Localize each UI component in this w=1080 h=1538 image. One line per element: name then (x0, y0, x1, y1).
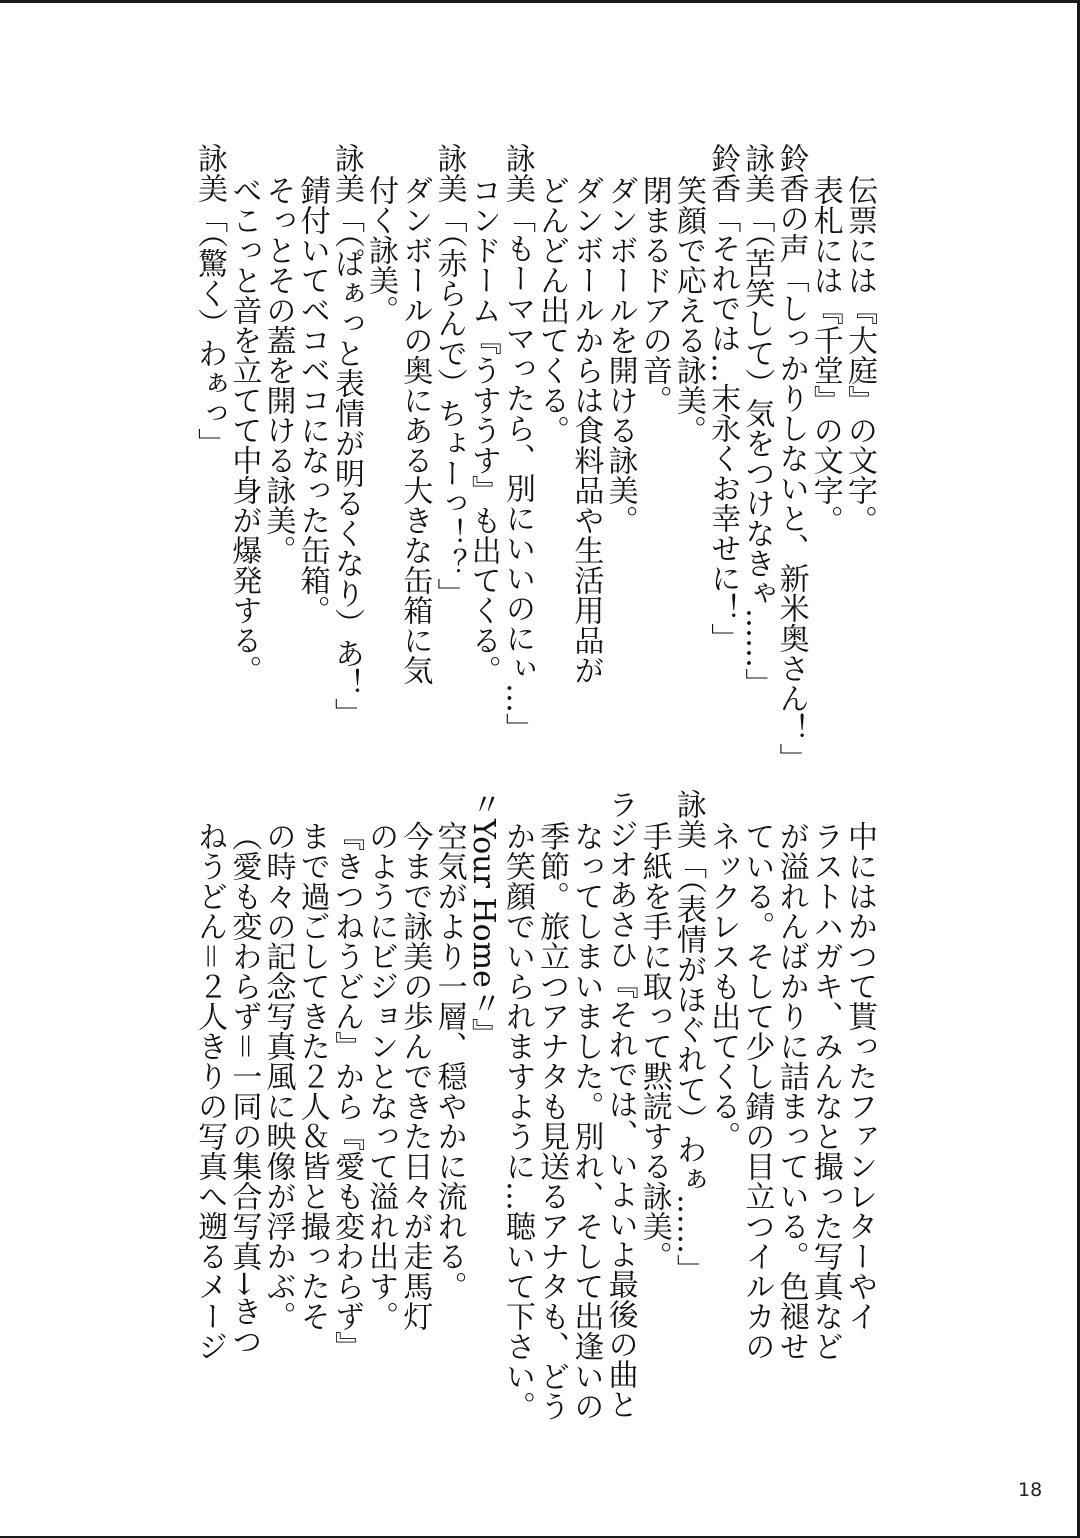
script-line: 表札には『千堂』の文字。 (807, 175, 843, 535)
script-line: 手紙を手に取って黙読する詠美。 (636, 821, 672, 1271)
script-line: ている。そして少し錆の目立つイルカの (739, 821, 775, 1361)
script-line: 今まで詠美の歩んできた日々が走馬灯 (397, 821, 433, 1331)
script-line: 錆付いてベコベコになった缶箱。 (294, 175, 330, 625)
script-line: コンドーム『うすうす』も出てくる。 (465, 175, 501, 685)
bottom-script-block (192, 789, 877, 1421)
script-line: 空気がより一層、穏やかに流れる。 (431, 821, 467, 1301)
script-line: 笑顔で応える詠美。 (670, 175, 706, 445)
script-line: ラストハガキ、みんなと撮った写真など (807, 821, 843, 1361)
script-line: 詠美「（表情がほぐれて）わぁ……」 (670, 789, 706, 1284)
script-line: ダンボールからは食料品や生活用品が (568, 175, 604, 685)
script-line: 季節。旅立つアナタも見送るアナタも、どう (534, 821, 570, 1421)
script-line: どんどん出てくる。 (534, 175, 570, 445)
script-line: まで過ごしてきた２人＆皆と撮ったそ (294, 821, 330, 1331)
page-number: 18 (1018, 1479, 1043, 1501)
script-line: 詠美「もーママったら、別にいいのにぃ…」 (499, 143, 535, 743)
script-line: ラジオあさひ『それでは、いよいよ最後の曲と (602, 789, 638, 1419)
script-line: 詠美「（赤らんで）ちょーっ！？」 (431, 143, 467, 608)
script-line: なってしまいました。別れ、そして出逢いの (568, 821, 604, 1421)
script-line: ねうどん＝２人きりの写真へ遡るメージ (192, 821, 228, 1361)
script-line: 中にはかつて貰ったファンレターやイ (842, 821, 877, 1331)
script-line: 『きつねうどん』から『愛も変わらず』 (328, 821, 364, 1361)
top-script-block (192, 143, 877, 773)
script-line: べこっと音を立てて中身が爆発する。 (226, 175, 262, 685)
script-line: 鈴香の声「しっかりしないと、新米奥さん！」 (773, 143, 809, 773)
script-line: そっとその蓋を開ける詠美。 (260, 175, 296, 565)
script-line: 閉まるドアの音。 (636, 175, 672, 415)
script-line: 詠美「（ぱぁっと表情が明るくなり）あ！」 (328, 143, 364, 728)
script-line: が溢れんばかりに詰まっている。色褪せ (773, 821, 809, 1361)
script-line: （愛も変わらず＝一同の集合写真→きつ (226, 821, 262, 1357)
script-line: 付く詠美。 (363, 175, 399, 325)
script-line: のようにビジョンとなって溢れ出す。 (363, 821, 399, 1331)
script-line: 詠美「（驚く）わぁっ」 (192, 143, 228, 458)
script-line: か笑顔でいられますように…聴いて下さい。 (499, 821, 535, 1421)
script-line: ダンボールの奥にある大きな缶箱に気 (397, 175, 433, 685)
script-line: ダンボールを開ける詠美。 (602, 175, 638, 535)
script-line: ネックレスも出てくる。 (705, 821, 741, 1151)
script-line: 鈴香「それでは…末永くお幸せに！」 (705, 143, 741, 653)
script-line: 伝票には『大庭』の文字。 (842, 175, 877, 535)
script-line: 詠美「（苦笑して）気をつけなきゃ……」 (739, 143, 775, 698)
script-line: 〃Your Home〃』 (465, 789, 501, 1048)
script-line: の時々の記念写真風に映像が浮かぶ。 (260, 821, 296, 1331)
